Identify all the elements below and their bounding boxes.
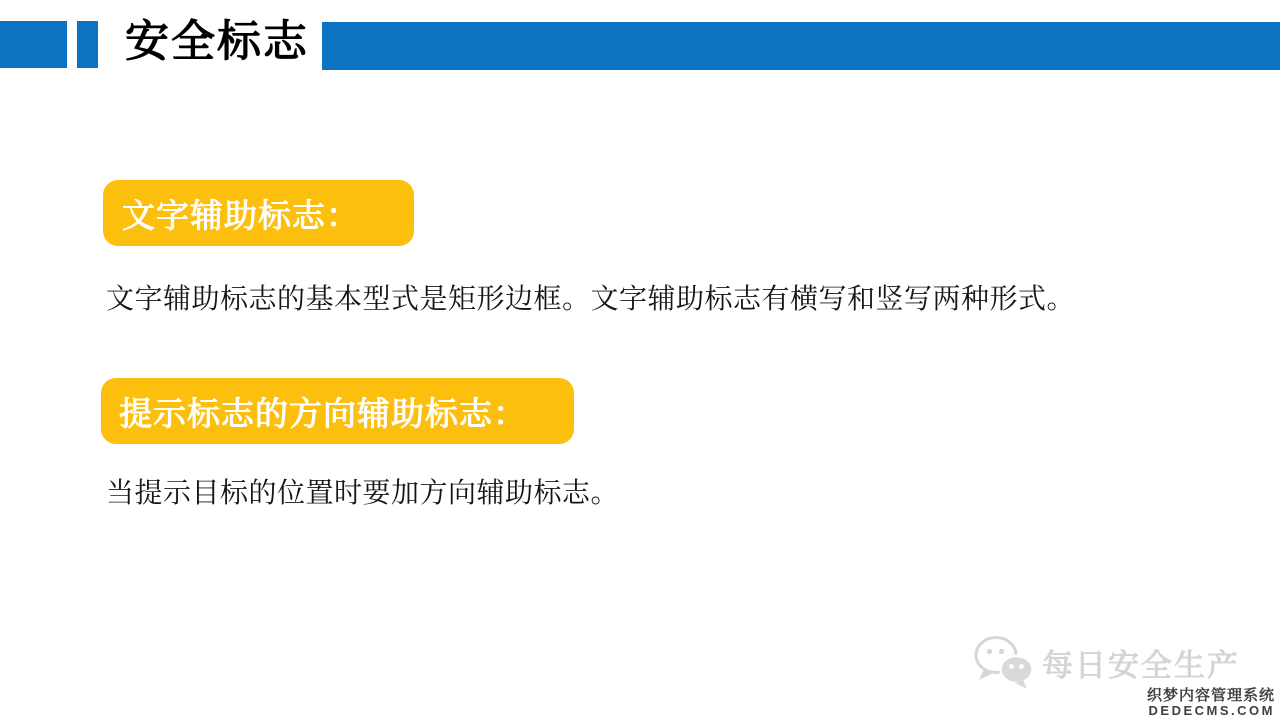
- cms-watermark-line2: DEDECMS.COM: [1148, 703, 1275, 719]
- section-body-text: 文字辅助标志的基本型式是矩形边框。文字辅助标志有横写和竖写两种形式。: [106, 283, 1076, 314]
- section-heading-badge: 提示标志的方向辅助标志：: [101, 378, 574, 444]
- header-accent-tick: [77, 21, 98, 68]
- section-heading-badge: 文字辅助标志：: [103, 180, 414, 246]
- header-left-accent-block: [0, 21, 67, 68]
- slide-title: 安全标志: [125, 17, 309, 66]
- wechat-icon: [974, 634, 1034, 690]
- brand-watermark: [974, 634, 1240, 690]
- cms-watermark-line1: 织梦内容管理系统: [1146, 686, 1275, 704]
- brand-watermark-text: 每日安全生产: [1042, 647, 1240, 683]
- header-right-accent-bar: [322, 22, 1280, 70]
- cms-watermark: [1147, 687, 1275, 719]
- section-body-text: 当提示目标的位置时要加方向辅助标志。: [106, 477, 620, 508]
